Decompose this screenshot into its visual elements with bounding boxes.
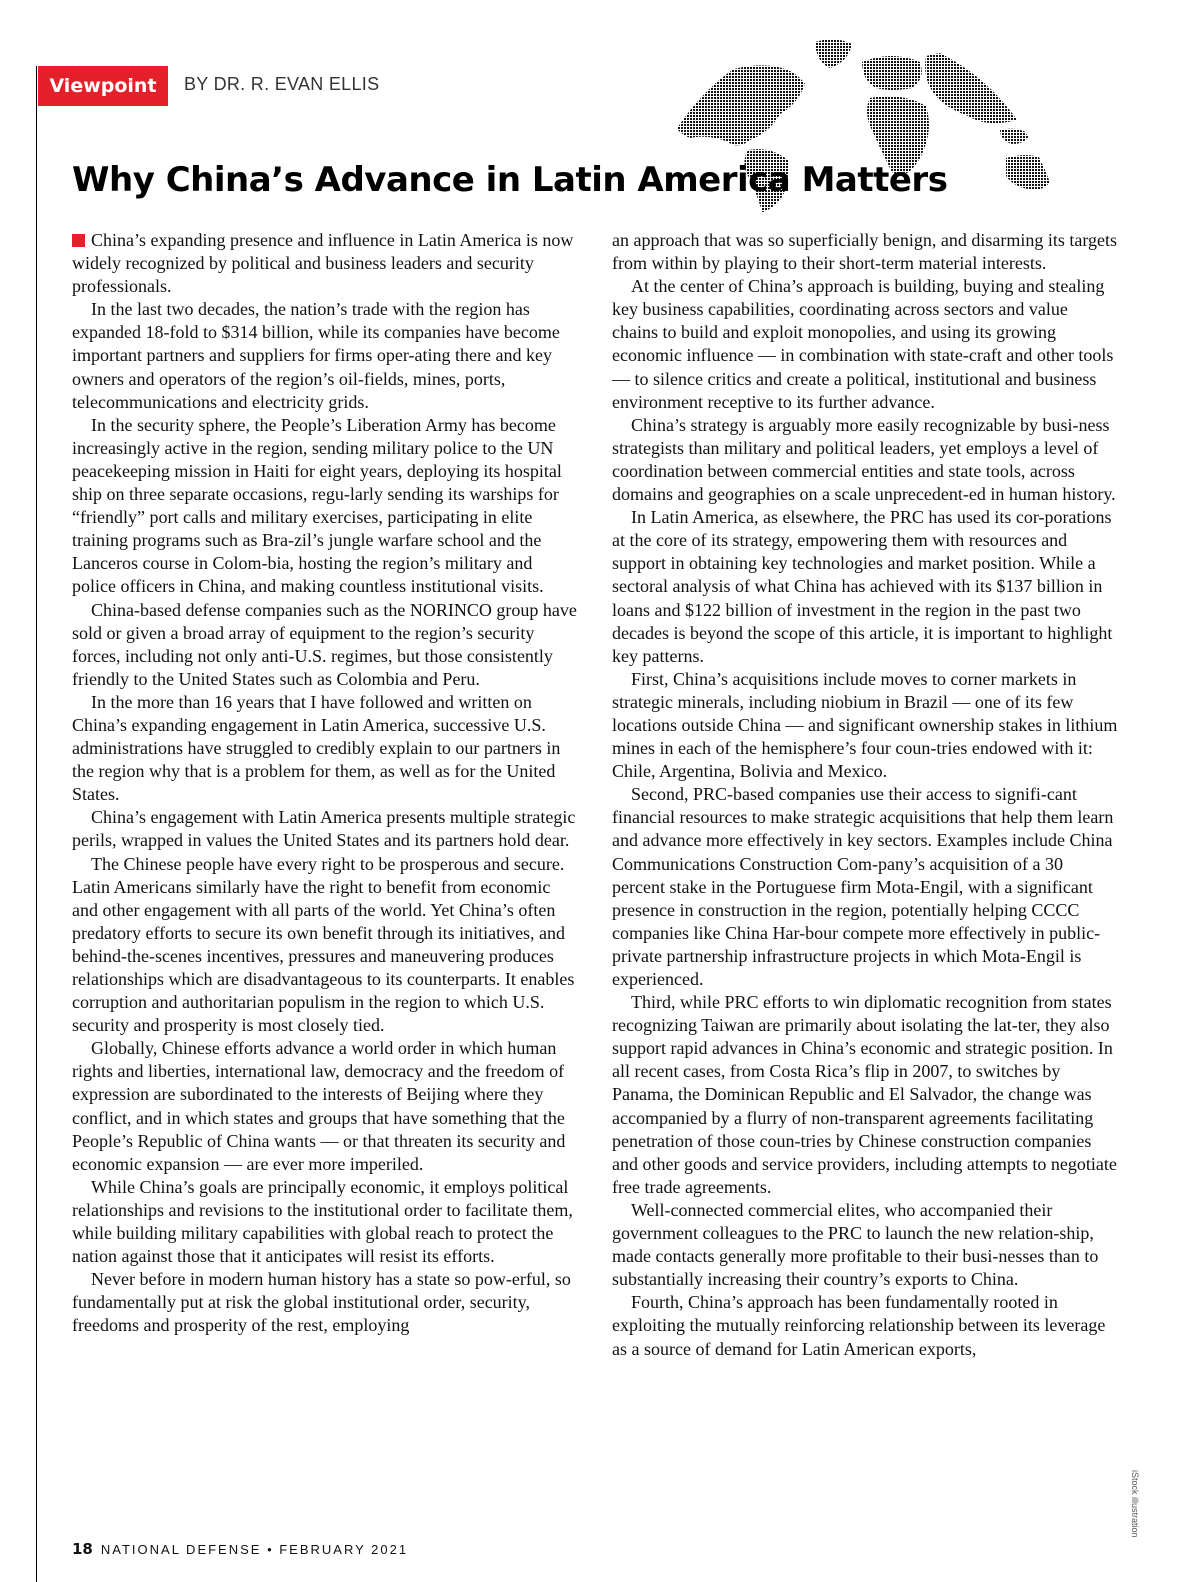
publication-info: NATIONAL DEFENSE • FEBRUARY 2021: [100, 1542, 409, 1557]
article-title: Why China’s Advance in Latin America Matters: [72, 160, 948, 200]
paragraph: Fourth, China’s approach has been fundamentally rooted in exploiting the mutually reinforcing relationship between its leverage as a source of demand for Latin American exports,: [612, 1292, 1106, 1359]
paragraph: At the center of China’s approach is building, buying and stealing key business capabilities, coordinating across sectors and value chains to build and exploit monopolies, and using its growing economic influence — in combination with state-craft and other tools — to silence critics and create a political, institutional and business environment receptive to its further advance.: [612, 276, 1114, 412]
paragraph: In the security sphere, the People’s Liberation Army has become increasingly active in the region, sending military police to the UN peacekeeping mission in Haiti for eight years, deploying its hospital ship on three separate occasions, regu-larly sending its warships for “friendly” port calls and military exercises, participating in elite training programs such as Bra-zil’s jungle warfare school and the Lanceros course in Colom-bia, hosting the region’s military and police officers in China, and making countless institutional visits.: [72, 414, 562, 597]
paragraph: In Latin America, as elsewhere, the PRC has used its cor-porations at the core of its strategy, empowering them with resources and support in obtaining key technologies and market position. While a sectoral analysis of what China has achieved with its $137 billion in loans and $122 billion of investment in the region in the past two decades is beyond the scope of this article, it is important to highlight key patterns.: [612, 507, 1113, 666]
paragraph: China’s expanding presence and influence in Latin America is now widely recognized by political and business leaders and security professionals.: [72, 230, 574, 297]
paragraph: In the last two decades, the nation’s trade with the region has expanded 18-fold to $314 billion, while its companies have become important partners and suppliers for firms oper-ating there and key owners and operators of the region’s oil-fields, mines, ports, telecommunications and electricity grids.: [72, 299, 560, 412]
red-square-bullet-icon: [72, 234, 85, 247]
article-column-right: [612, 229, 1118, 1361]
paragraph: China-based defense companies such as the NORINCO group have sold or given a broad array of equipment to the region’s security forces, including not only anti-U.S. regimes, but those consistently friendly to the United States such as Colombia and Peru.: [72, 599, 577, 689]
paragraph: In the more than 16 years that I have followed and written on China’s expanding engagement in Latin America, successive U.S. administrations have struggled to credibly explain to our partners in the region why that is a problem for them, as well as for the United States.: [72, 691, 561, 805]
page-footer: [72, 1540, 408, 1558]
page-number: 18: [72, 1540, 93, 1558]
paragraph: Second, PRC-based companies use their access to signifi-cant financial resources to make strategic acquisitions that help them learn and advance more effectively in key sectors. Examples include China Communications Construction Com-pany’s acquisition of a 30 percent stake in the Portuguese firm Mota-Engil, with a significant presence in construction in the region, potentially helping CCCC companies like China Har-bour compete more effectively in public-private partnership infrastructure projects in which Mota-Engil is experienced.: [612, 784, 1114, 989]
section-tag: Viewpoint: [38, 66, 168, 106]
paragraph: China’s engagement with Latin America presents multiple strategic perils, wrapped in values the United States and its partners hold dear.: [72, 807, 576, 851]
paragraph: an approach that was so superficially benign, and disarming its targets from within by playing to their short-term material interests.: [612, 230, 1118, 274]
paragraph: The Chinese people have every right to be prosperous and secure. Latin Americans similarly have the right to benefit from economic and other engagement with all parts of the world. Yet China’s often predatory efforts to secure its own benefit through its initiatives, and behind-the-scenes incentives, pressures and maneuvering produces relationships which are disadvantageous to its counterparts. It enables corruption and authoritarian populism in the region to which U.S. security and prosperity is most closely tied.: [72, 853, 575, 1036]
byline: BY DR. R. EVAN ELLIS: [184, 74, 380, 94]
image-credit: iStock illustration: [1130, 1470, 1140, 1538]
paragraph: First, China’s acquisitions include moves to corner markets in strategic minerals, including niobium in Brazil — one of its few locations outside China — and significant ownership stakes in lithium mines in each of the hemisphere’s four coun-tries endowed with it: Chile, Argentina, Bolivia and Mexico.: [612, 668, 1118, 782]
left-margin-rule: [36, 66, 37, 1582]
paragraph: Third, while PRC efforts to win diplomatic recognition from states recognizing Taiwan are primarily about isolating the lat-ter, they also support rapid advances in China’s economic and strategic position. In all recent cases, from Costa Rica’s flip in 2007, to switches by Panama, the Dominican Republic and El Salvador, the change was accompanied by a flurry of non-transparent agreements facilitating penetration of those coun-tries by Chinese construction companies and other goods and service providers, including attempts to negotiate free trade agreements.: [612, 992, 1117, 1197]
paragraph: Globally, Chinese efforts advance a world order in which human rights and liberties, international law, democracy and the freedom of expression are subordinated to the interests of Beijing where they conflict, and in which states and groups that have something that the People’s Republic of China wants — or that threaten its security and economic expansion — are ever more imperiled.: [72, 1038, 566, 1174]
paragraph: Never before in modern human history has a state so pow-erful, so fundamentally put at risk the global institutional order, security, freedoms and prosperity of the rest, employing: [72, 1269, 571, 1336]
paragraph: While China’s goals are principally economic, it employs political relationships and revisions to the institutional order to facilitate them, while building military capabilities with global reach to protect the nation against those that it anticipates will resist its efforts.: [72, 1176, 573, 1267]
paragraph: China’s strategy is arguably more easily recognizable by busi-ness strategists than military and political leaders, yet employs a level of coordination between commercial entities and state tools, across domains and geographies on a scale unprecedent-ed in human history.: [612, 414, 1116, 505]
article-column-left: [72, 229, 578, 1338]
paragraph: Well-connected commercial elites, who accompanied their government colleagues to the PRC to launch the new relation-ship, made contacts generally more profitable to their busi-nesses than to substantially increasing their country’s exports to China.: [612, 1199, 1099, 1290]
